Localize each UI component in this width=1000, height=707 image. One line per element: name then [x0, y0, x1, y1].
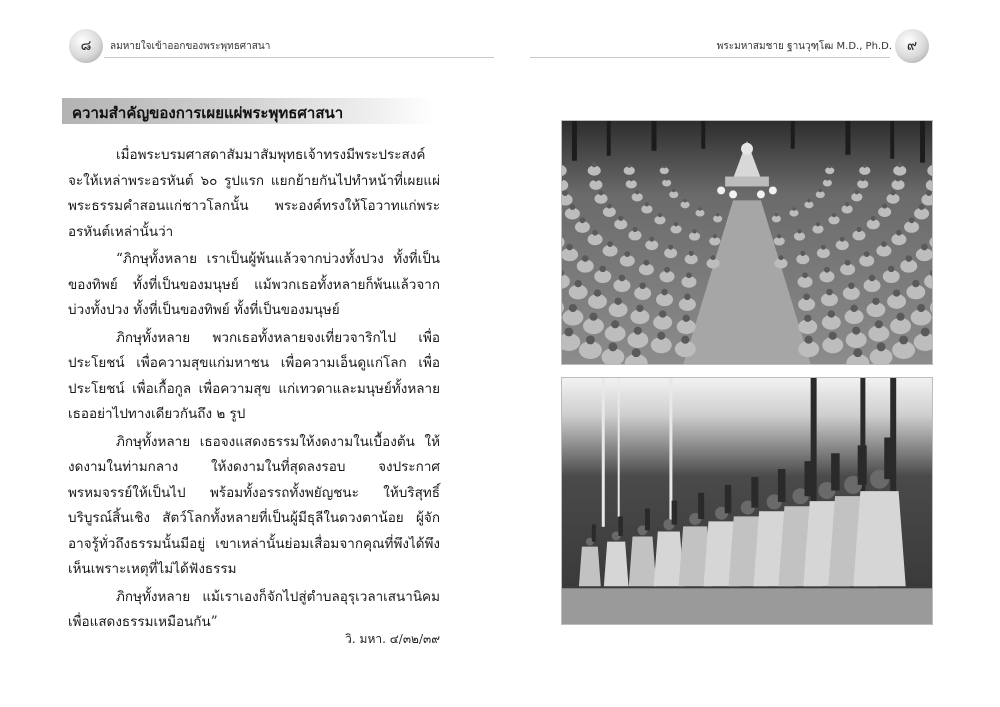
- paragraph-intro: เมื่อพระบรมศาสดาสัมมาสัมพุทธเจ้าทรงมีพระประสงค์จะให้เหล่าพระอรหันต์ ๖๐ รูปแรก แยกย้ายกันไปทำหน้าที่เผยแผ่พระธรรมคำสอนแก่ชาวโลกนั้น พระองค์ทรงให้โอวาทแก่พระอรหันต์เหล่านั้นว่า: [68, 147, 440, 240]
- left-header-rule: [104, 57, 494, 58]
- right-page-number: ๙: [895, 29, 929, 63]
- citation: วิ. มหา. ๔/๓๒/๓๙: [345, 632, 440, 646]
- paragraph-quote-1: “ภิกษุทั้งหลาย เราเป็นผู้พ้นแล้วจากบ่วงทั้งปวง ทั้งที่เป็นของทิพย์ ทั้งที่เป็นของมนุษย์ แม้พวกเธอทั้งหลายก็พ้นแล้วจากบ่วงทั้งปวง ทั้งที่เป็นของทิพย์ ทั้งที่เป็นของมนุษย์: [68, 251, 440, 318]
- paragraph-quote-3: ภิกษุทั้งหลาย เธอจงแสดงธรรมให้งดงามในเบื้องต้น ให้งดงามในท่ามกลาง ให้งดงามในที่สุดลงรอบ จงประกาศพรหมจรรย์ให้เป็นไป พร้อมทั้งอรรถทั้งพยัญชนะ ให้บริสุทธิ์บริบูรณ์สิ้นเชิง สัตว์โลกทั้งหลายที่เป็นผู้มีธุลีในดวงตาน้อย ผู้จักอาจรู้ทั่วถึงธรรมนั้นมีอยู่ เขาเหล่านั้นย่อมเสื่อมจากคุณที่พึงได้พึงเห็นเพราะเหตุที่ไม่ได้ฟังธรรม: [68, 433, 440, 577]
- left-running-title: ลมหายใจเข้าออกของพระพุทธศาสนา: [110, 41, 271, 52]
- paragraph-quote-4: ภิกษุทั้งหลาย แม้เราเองก็จักไปสู่ตำบลอุรุเวลาเสนานิคม เพื่อแสดงธรรมเหมือนกัน”: [68, 588, 440, 630]
- right-header-rule: [530, 57, 890, 58]
- photo-monks-meditating: [561, 120, 933, 365]
- paragraph-quote-2: ภิกษุทั้งหลาย พวกเธอทั้งหลายจงเที่ยวจาริกไป เพื่อประโยชน์ เพื่อความสุขแก่มหาชน เพื่อความเอ็นดูแก่โลก เพื่อประโยชน์ เพื่อเกื้อกูล เพื่อความสุข แก่เทวดาและมนุษย์ทั้งหลาย เธออย่าไปทางเดียวกันถึง ๒ รูป: [68, 329, 440, 422]
- section-title: ความสำคัญของการเผยแผ่พระพุทธศาสนา: [72, 104, 344, 122]
- left-page-number: ๘: [69, 29, 103, 63]
- photo-monks-procession: [561, 377, 933, 625]
- body-text: [68, 143, 440, 636]
- right-running-title: พระมหาสมชาย ฐานวุฑฺโฒ M.D., Ph.D.: [716, 41, 892, 52]
